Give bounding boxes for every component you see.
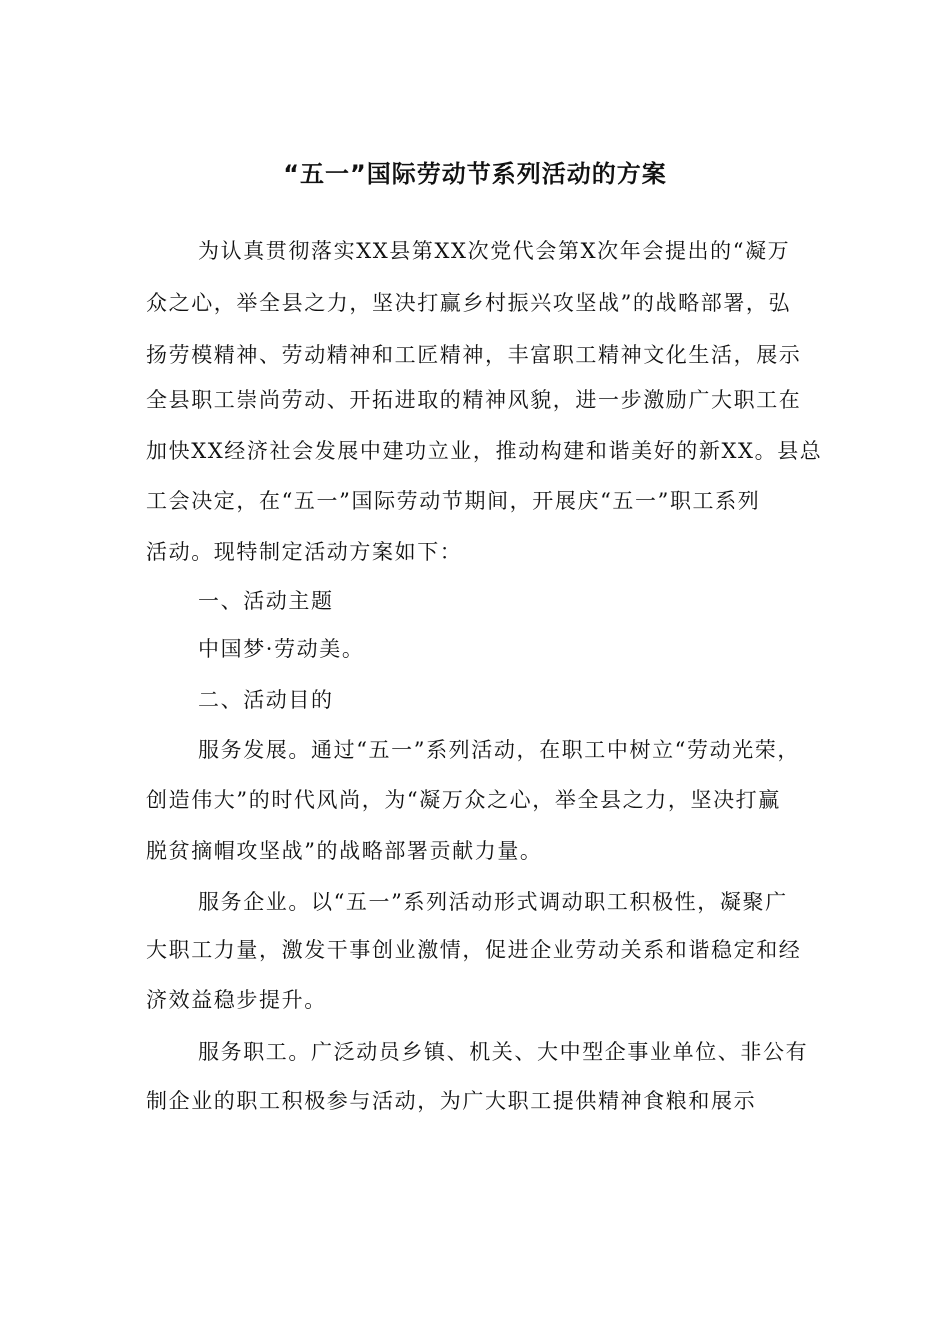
section-heading-purpose: 二、活动目的	[198, 688, 334, 712]
paragraph-line: 加快XX经济社会发展中建功立业，推动构建和谐美好的新XX。县总	[146, 439, 823, 463]
paragraph-line: 全县职工崇尚劳动、开拓进取的精神风貌，进一步激励广大职工在	[146, 388, 802, 412]
paragraph-line: 创造伟大”的时代风尚，为“凝万众之心，举全县之力，坚决打赢	[146, 788, 781, 812]
paragraph-line: 服务职工。广泛动员乡镇、机关、大中型企事业单位、非公有	[198, 1040, 809, 1064]
paragraph-line: 扬劳模精神、劳动精神和工匠精神，丰富职工精神文化生活，展示	[146, 343, 802, 367]
paragraph-line: 众之心，举全县之力，坚决打赢乡村振兴攻坚战”的战略部署，弘	[146, 291, 792, 315]
paragraph-line: 服务企业。以“五一”系列活动形式调动职工积极性，凝聚广	[198, 890, 788, 914]
paragraph-line: 工会决定，在“五一”国际劳动节期间，开展庆“五一”职工系列	[146, 489, 761, 513]
paragraph-line: 活动。现特制定活动方案如下：	[146, 540, 463, 564]
theme-text: 中国梦·劳动美。	[198, 637, 365, 661]
paragraph-line: 大职工力量，激发干事创业激情，促进企业劳动关系和谐稳定和经	[146, 938, 802, 962]
document-title: “五一”国际劳动节系列活动的方案	[283, 160, 667, 188]
paragraph-line: 为认真贯彻落实XX县第XX次党代会第X次年会提出的“凝万	[198, 239, 791, 263]
paragraph-line: 服务发展。通过“五一”系列活动，在职工中树立“劳动光荣，	[198, 738, 801, 762]
paragraph-line: 脱贫摘帽攻坚战”的战略部署贡献力量。	[146, 839, 543, 863]
paragraph-line: 济效益稳步提升。	[146, 988, 327, 1012]
section-heading-theme: 一、活动主题	[198, 589, 334, 613]
paragraph-line: 制企业的职工积极参与活动，为广大职工提供精神食粮和展示	[146, 1089, 757, 1113]
